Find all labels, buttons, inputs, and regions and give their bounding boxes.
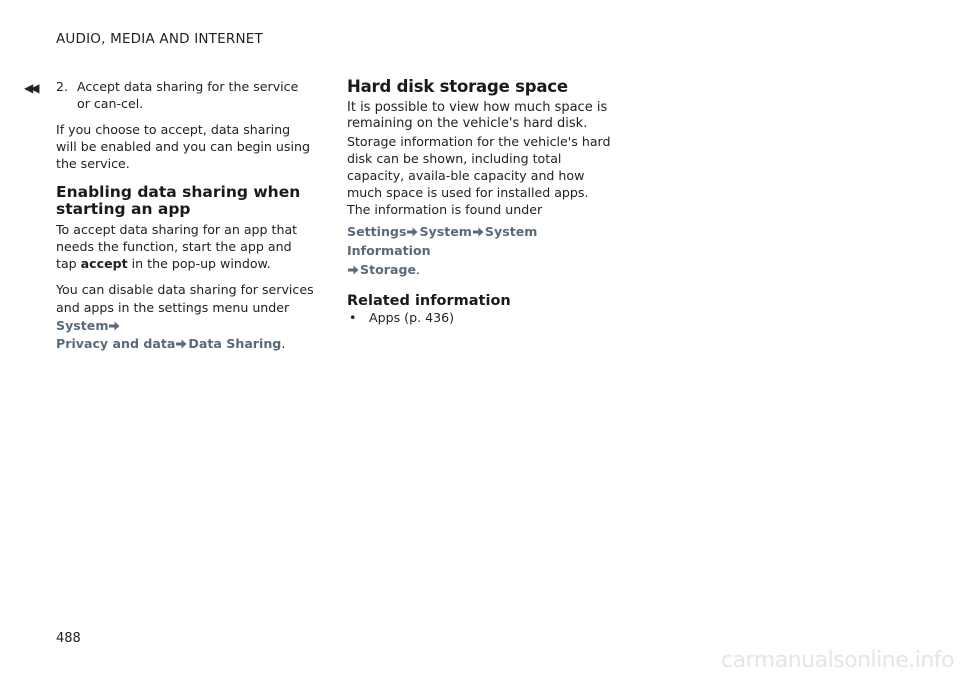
previous-page-icon[interactable]: ◀◀	[24, 81, 37, 95]
arrow-right-icon	[176, 339, 187, 349]
menu-path-storage[interactable]: Storage	[360, 262, 417, 277]
arrow-right-icon	[407, 227, 418, 237]
period: .	[416, 262, 421, 277]
step-item	[56, 78, 314, 112]
menu-path-system[interactable]: System	[56, 318, 109, 333]
menu-path-privacy[interactable]: Privacy and data	[56, 336, 176, 351]
section-heading-enabling: Enabling data sharing when starting an app	[56, 183, 301, 218]
bullet-icon: •	[349, 310, 357, 325]
section-heading-hard-disk: Hard disk storage space	[347, 77, 568, 96]
right-column	[347, 78, 613, 326]
lead-paragraph: It is possible to view how much space is remaining on the vehicle's hard disk.	[347, 100, 608, 131]
arrow-right-icon	[473, 227, 484, 237]
period: .	[281, 336, 286, 351]
paragraph-app-accept	[56, 221, 314, 272]
accept-keyword: accept	[80, 256, 128, 271]
menu-path-data-sharing[interactable]: Data Sharing	[188, 336, 282, 351]
paragraph-text: You can disable data sharing for services and apps in the settings menu under	[56, 282, 314, 315]
left-column	[56, 78, 314, 353]
paragraph-disable	[56, 281, 314, 353]
step-number: 2.	[56, 79, 69, 94]
paragraph-accept: If you choose to accept, data sharing will be enabled and you can begin using the service.	[56, 122, 310, 171]
storage-menu-path	[347, 222, 613, 279]
menu-path-settings[interactable]: Settings	[347, 224, 407, 239]
menu-path-system[interactable]: System	[419, 224, 472, 239]
page-number: 488	[56, 631, 81, 646]
paragraph-text: To accept data sharing for an app that needs the function, start the app and tap	[56, 222, 298, 271]
related-link-apps[interactable]: Apps (p. 436)	[369, 310, 455, 325]
paragraph-storage: Storage information for the vehicle's hard disk can be shown, including total capacity, availa-ble capacity and how much space is used for installed apps. The information is found under	[347, 134, 611, 217]
related-list-item	[347, 309, 613, 326]
arrow-right-icon	[348, 265, 359, 275]
related-information-heading: Related information	[347, 293, 511, 309]
menu-path-system-information[interactable]: System Information	[347, 224, 538, 258]
page-header: AUDIO, MEDIA AND INTERNET	[56, 31, 263, 47]
step-text: Accept data sharing for the service or can-cel.	[77, 79, 299, 111]
watermark-logo: carmanualsonline.info	[721, 648, 954, 673]
arrow-right-icon	[109, 321, 120, 331]
paragraph-text: in the pop-up window.	[127, 256, 271, 271]
